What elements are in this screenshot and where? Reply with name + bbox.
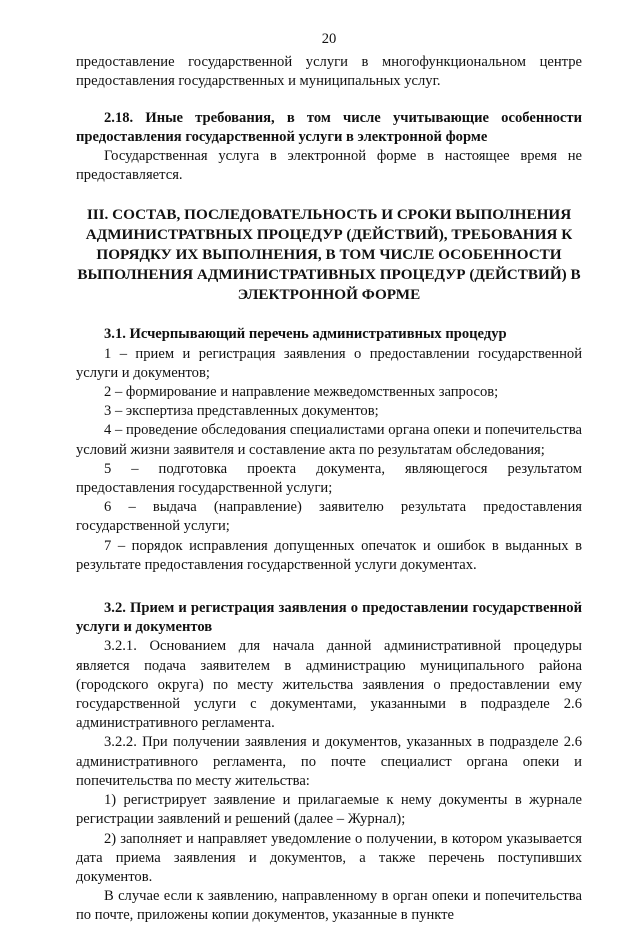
paragraph-3-2-2: 3.2.2. При получении заявления и документов, указанных в подразделе 2.6 административного регламента, по почте специалист органа опеки и попечительства по месту жительства: (76, 734, 582, 789)
list-item-1: 1 – прием и регистрация заявления о предоставлении государственной услуги и документов; (76, 345, 582, 381)
section-title-iii: III. СОСТАВ, ПОСЛЕДОВАТЕЛЬНОСТЬ И СРОКИ ВЫПОЛНЕНИЯ АДМИНИСТРАТВНЫХ ПРОЦЕДУР (ДЕЙСТВИЙ), ТРЕБОВАНИЯ К ПОРЯДКУ ИХ ВЫПОЛНЕНИЯ, В ТОМ ЧИСЛЕ ОСОБЕННОСТИ ВЫПОЛНЕНИЯ АДМИНИСТРАТИВНЫХ ПРОЦЕДУР (ДЕЙСТВИЙ) В ЭЛЕКТРОННОЙ ФОРМЕ (77, 206, 581, 304)
list-item-2: 2 – формирование и направление межведомственных запросов; (104, 384, 499, 401)
list-item-4: 4 – проведение обследования специалистами органа опеки и попечительства условий жизни заявителя и составление акта по результатам обследования; (76, 422, 582, 458)
page-number: 20 (321, 31, 337, 47)
heading-2-18: 2.18. Иные требования, в том числе учитывающие особенности предоставления государственной услуги в электронной форме (76, 109, 582, 145)
list-item-6: 6 – выдача (направление) заявителю результата предоставления государственной услуги; (76, 499, 582, 535)
list-item-7: 7 – порядок исправления допущенных опечаток и ошибок в выданных в результате предоставления государственной услуги документах. (76, 537, 582, 573)
heading-3-2: 3.2. Прием и регистрация заявления о предоставлении государственной услуги и документов (76, 600, 582, 636)
paragraph-intro: предоставление государственной услуги в многофункциональном центре предоставления государственных и муниципальных услуг. (76, 54, 582, 90)
sub-item-2: 2) заполняет и направляет уведомление о получении, в котором указывается дата приема заявления и документов, а также перечень поступивших документов. (76, 830, 582, 885)
list-item-3: 3 – экспертиза представленных документов; (104, 403, 379, 420)
list-item-5: 5 – подготовка проекта документа, являющегося результатом предоставления государственной услуги; (76, 460, 582, 497)
heading-3-1: 3.1. Исчерпывающий перечень административных процедур (104, 326, 507, 343)
sub-item-1: 1) регистрирует заявление и прилагаемые к нему документы в журнале регистрации заявлений и решений (далее – Журнал); (76, 792, 582, 828)
paragraph-last: В случае если к заявлению, направленному в орган опеки и попечительства по почте, приложены копии документов, указанные в пункте (76, 888, 582, 924)
paragraph-2-18: Государственная услуга в электронной форме в настоящее время не предоставляется. (76, 148, 582, 184)
paragraph-3-2-1: 3.2.1. Основанием для начала данной административной процедуры является подача заявителем в администрацию муниципального района (городского округа) по месту жительства заявления о предоставлении ему государственной услуги с документами, указанными в подразделе 2.6 административного регламента. (76, 638, 582, 732)
